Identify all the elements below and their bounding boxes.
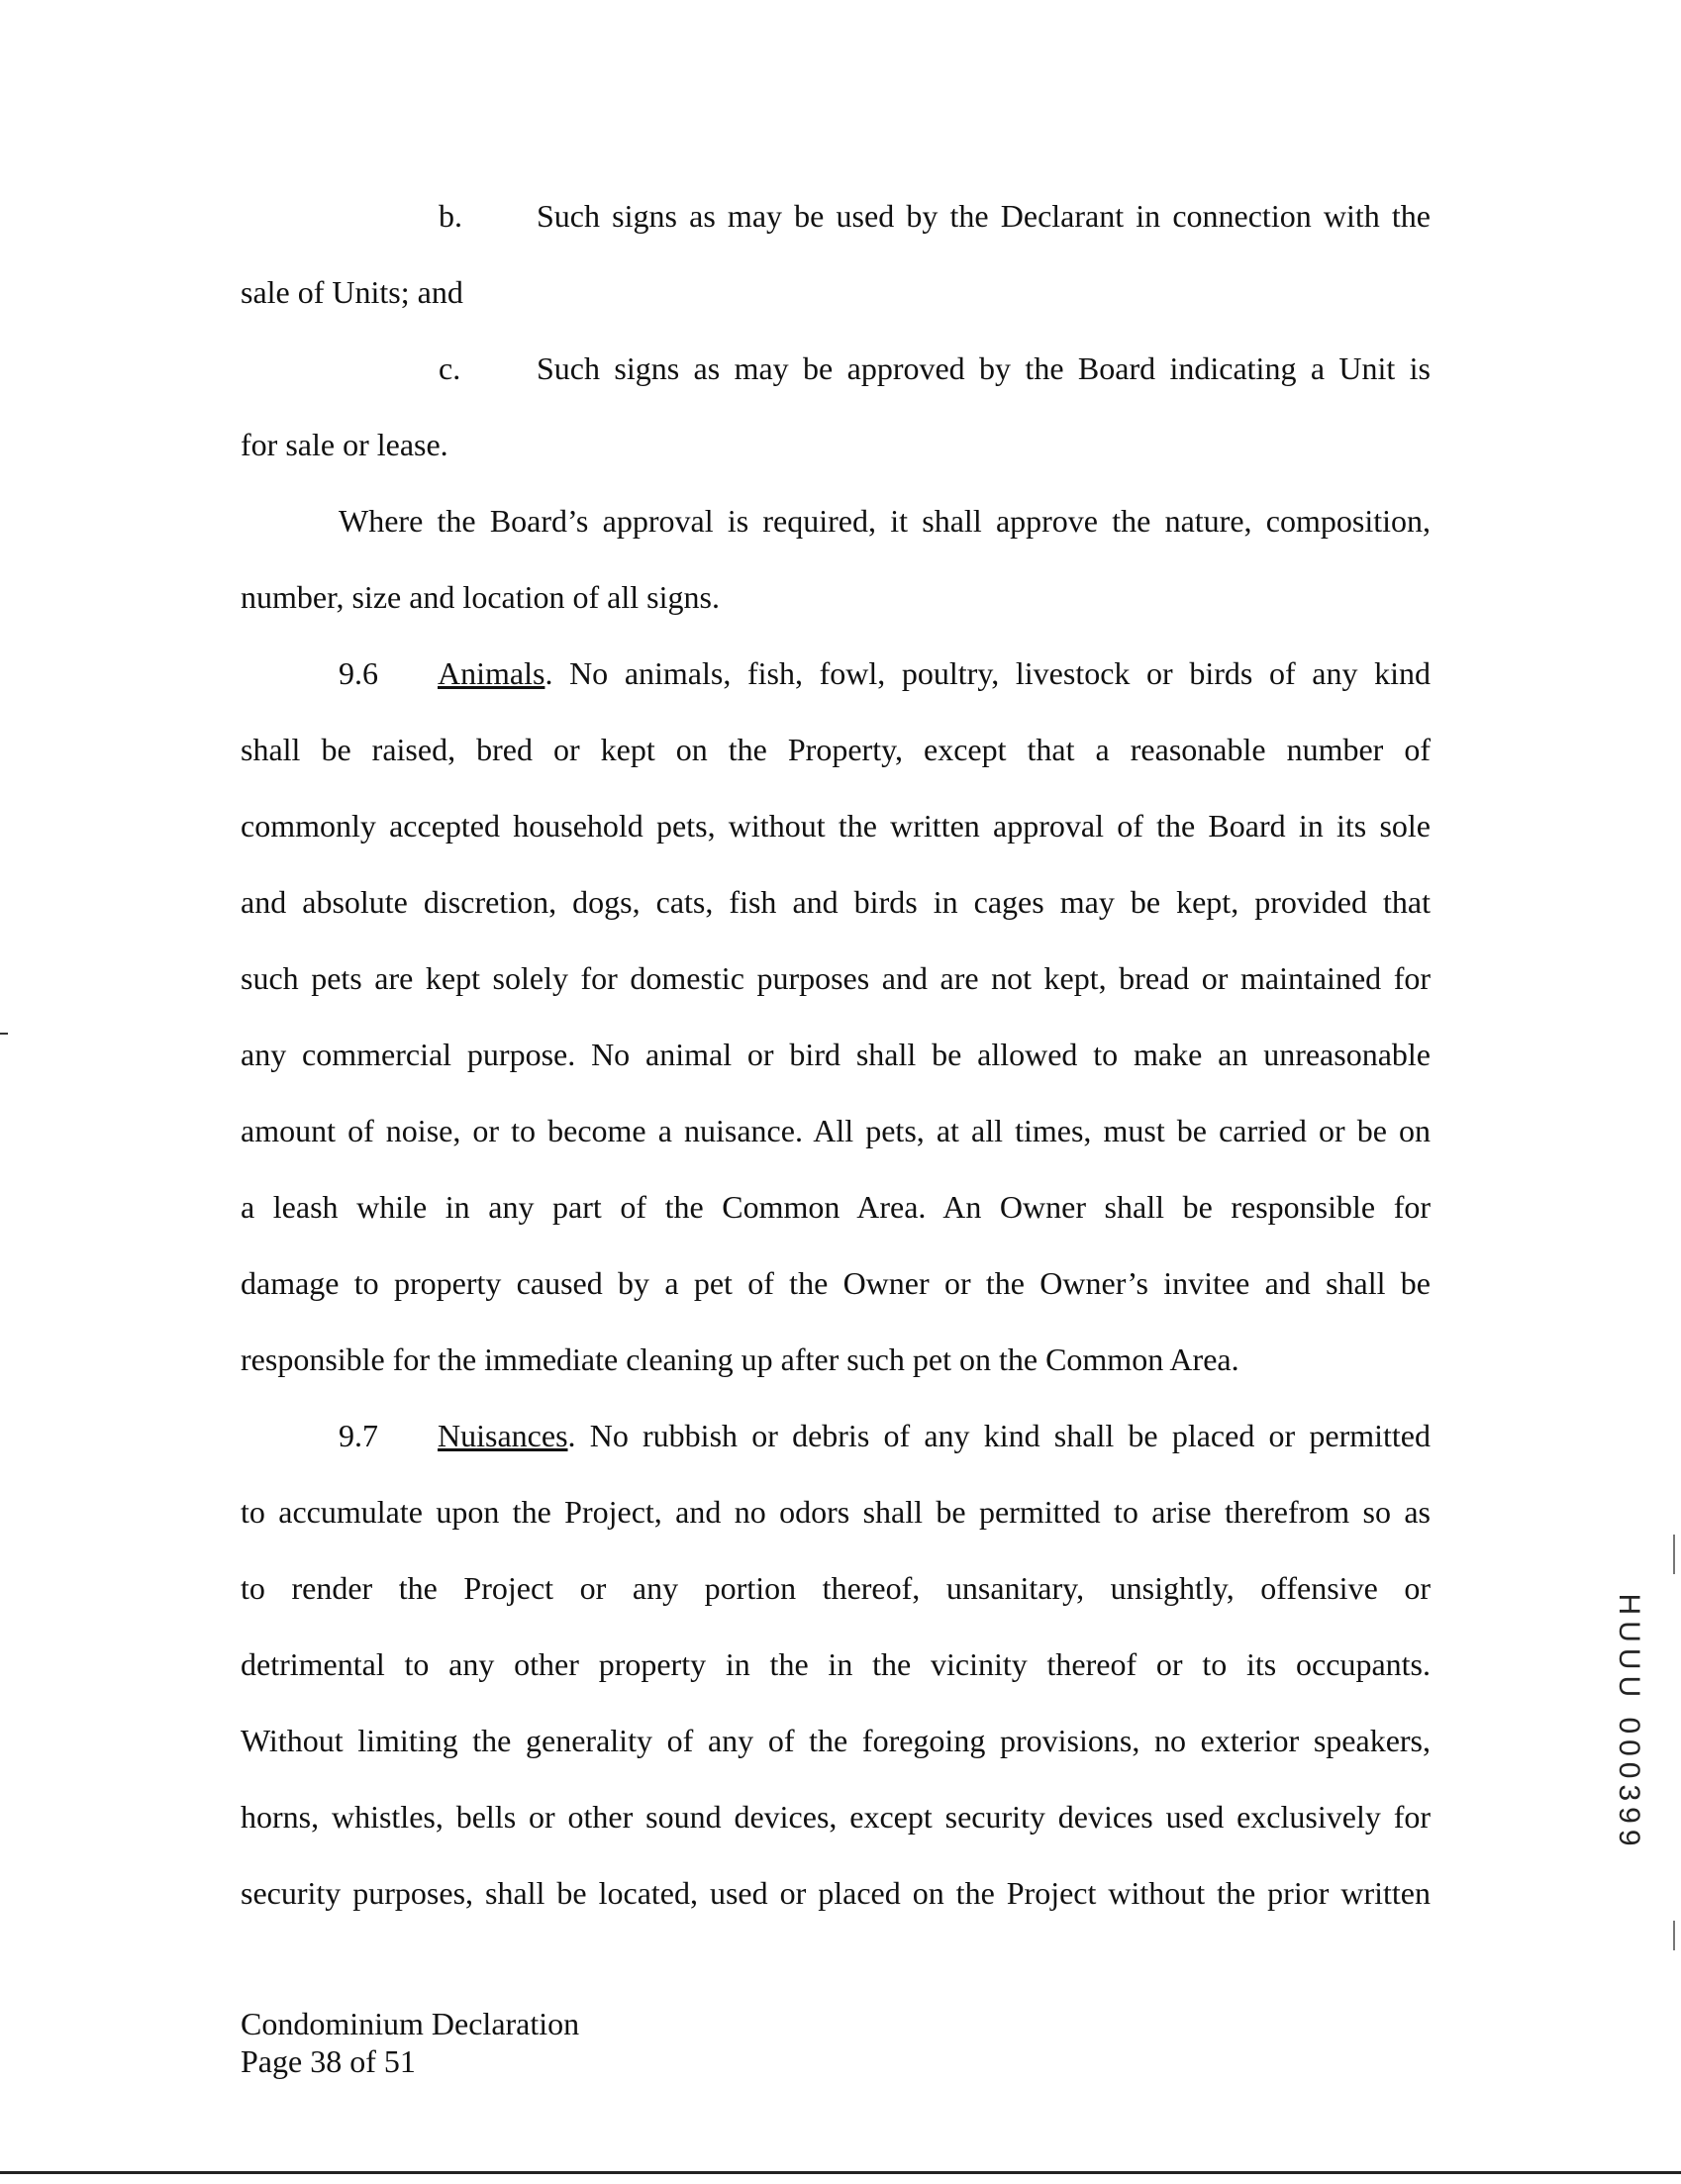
section-9-6-line: a leash while in any part of the Common Area. An Owner shall be responsible for [241, 1189, 1431, 1225]
section-9-7-text: . No rubbish or debris of any kind shall be placed or permitted [567, 1418, 1431, 1453]
page-id-stamp [1599, 1589, 1658, 1856]
item-c-text: Such signs as may be approved by the Board indicating a Unit is [537, 350, 1431, 386]
section-9-7-line: horns, whistles, bells or other sound devices, except security devices used exclusively for [241, 1799, 1431, 1835]
section-9-7-line: to accumulate upon the Project, and no odors shall be permitted to arise therefrom so as [241, 1494, 1431, 1530]
section-9-6-line: and absolute discretion, dogs, cats, fish and birds in cages may be kept, provided that [241, 884, 1431, 920]
section-9-6-line: damage to property caused by a pet of the Owner or the Owner’s invitee and shall be [241, 1265, 1431, 1301]
item-c-marker: c. [439, 350, 461, 386]
item-c-line-2: for sale or lease. [241, 427, 448, 462]
section-9-6-number: 9.6 [339, 655, 378, 691]
section-9-7-line: Without limiting the generality of any of the foregoing provisions, no exterior speakers, [241, 1723, 1431, 1758]
approval-line-2: number, size and location of all signs. [241, 579, 720, 615]
left-edge-tick [0, 1033, 8, 1035]
item-b-line-2: sale of Units; and [241, 274, 463, 310]
section-9-6-line: amount of noise, or to become a nuisance. All pets, at all times, must be carried or be on [241, 1113, 1431, 1148]
right-edge-tick [1673, 1921, 1675, 1950]
section-9-6-line: responsible for the immediate cleaning up after such pet on the Common Area. [241, 1341, 1239, 1377]
footer-page-number: Page 38 of 51 [241, 2043, 416, 2079]
item-c-line-1 [241, 331, 1431, 407]
section-9-7-line: to render the Project or any portion thereof, unsanitary, unsightly, offensive or [241, 1570, 1431, 1606]
section-9-6-heading: Animals [438, 655, 545, 691]
item-b-marker: b. [439, 198, 462, 234]
item-b-text: Such signs as may be used by the Declarant in connection with the [537, 198, 1431, 234]
section-9-7-line: security purposes, shall be located, used or placed on the Project without the prior written [241, 1875, 1431, 1911]
section-9-6-line: commonly accepted household pets, without the written approval of the Board in its sole [241, 808, 1431, 844]
footer-title: Condominium Declaration [241, 2006, 580, 2041]
section-9-6-line: such pets are kept solely for domestic purposes and are not kept, bread or maintained for [241, 960, 1431, 996]
section-9-6-line: shall be raised, bred or kept on the Property, except that a reasonable number of [241, 732, 1431, 767]
section-9-7-line: detrimental to any other property in the in the vicinity thereof or to its occupants. [241, 1646, 1431, 1682]
approval-text: Where the Board’s approval is required, it shall approve the nature, composition, [339, 503, 1431, 539]
approval-line-1 [241, 483, 1431, 559]
section-9-7-number: 9.7 [339, 1418, 378, 1453]
right-edge-tick [1673, 1535, 1675, 1574]
section-9-6-text: . No animals, fish, fowl, poultry, livestock or birds of any kind [544, 655, 1431, 691]
bottom-scan-edge [0, 2171, 1681, 2174]
section-9-7-line-1 [241, 1398, 1431, 1474]
item-b-line-1 [241, 178, 1431, 254]
section-9-7-heading: Nuisances [438, 1418, 568, 1453]
section-9-6-line: any commercial purpose. No animal or bird shall be allowed to make an unreasonable [241, 1037, 1431, 1072]
page-id-text: HUUU 000399 [1613, 1593, 1645, 1852]
page-footer [241, 2005, 579, 2080]
section-9-6-line-1 [241, 636, 1431, 712]
